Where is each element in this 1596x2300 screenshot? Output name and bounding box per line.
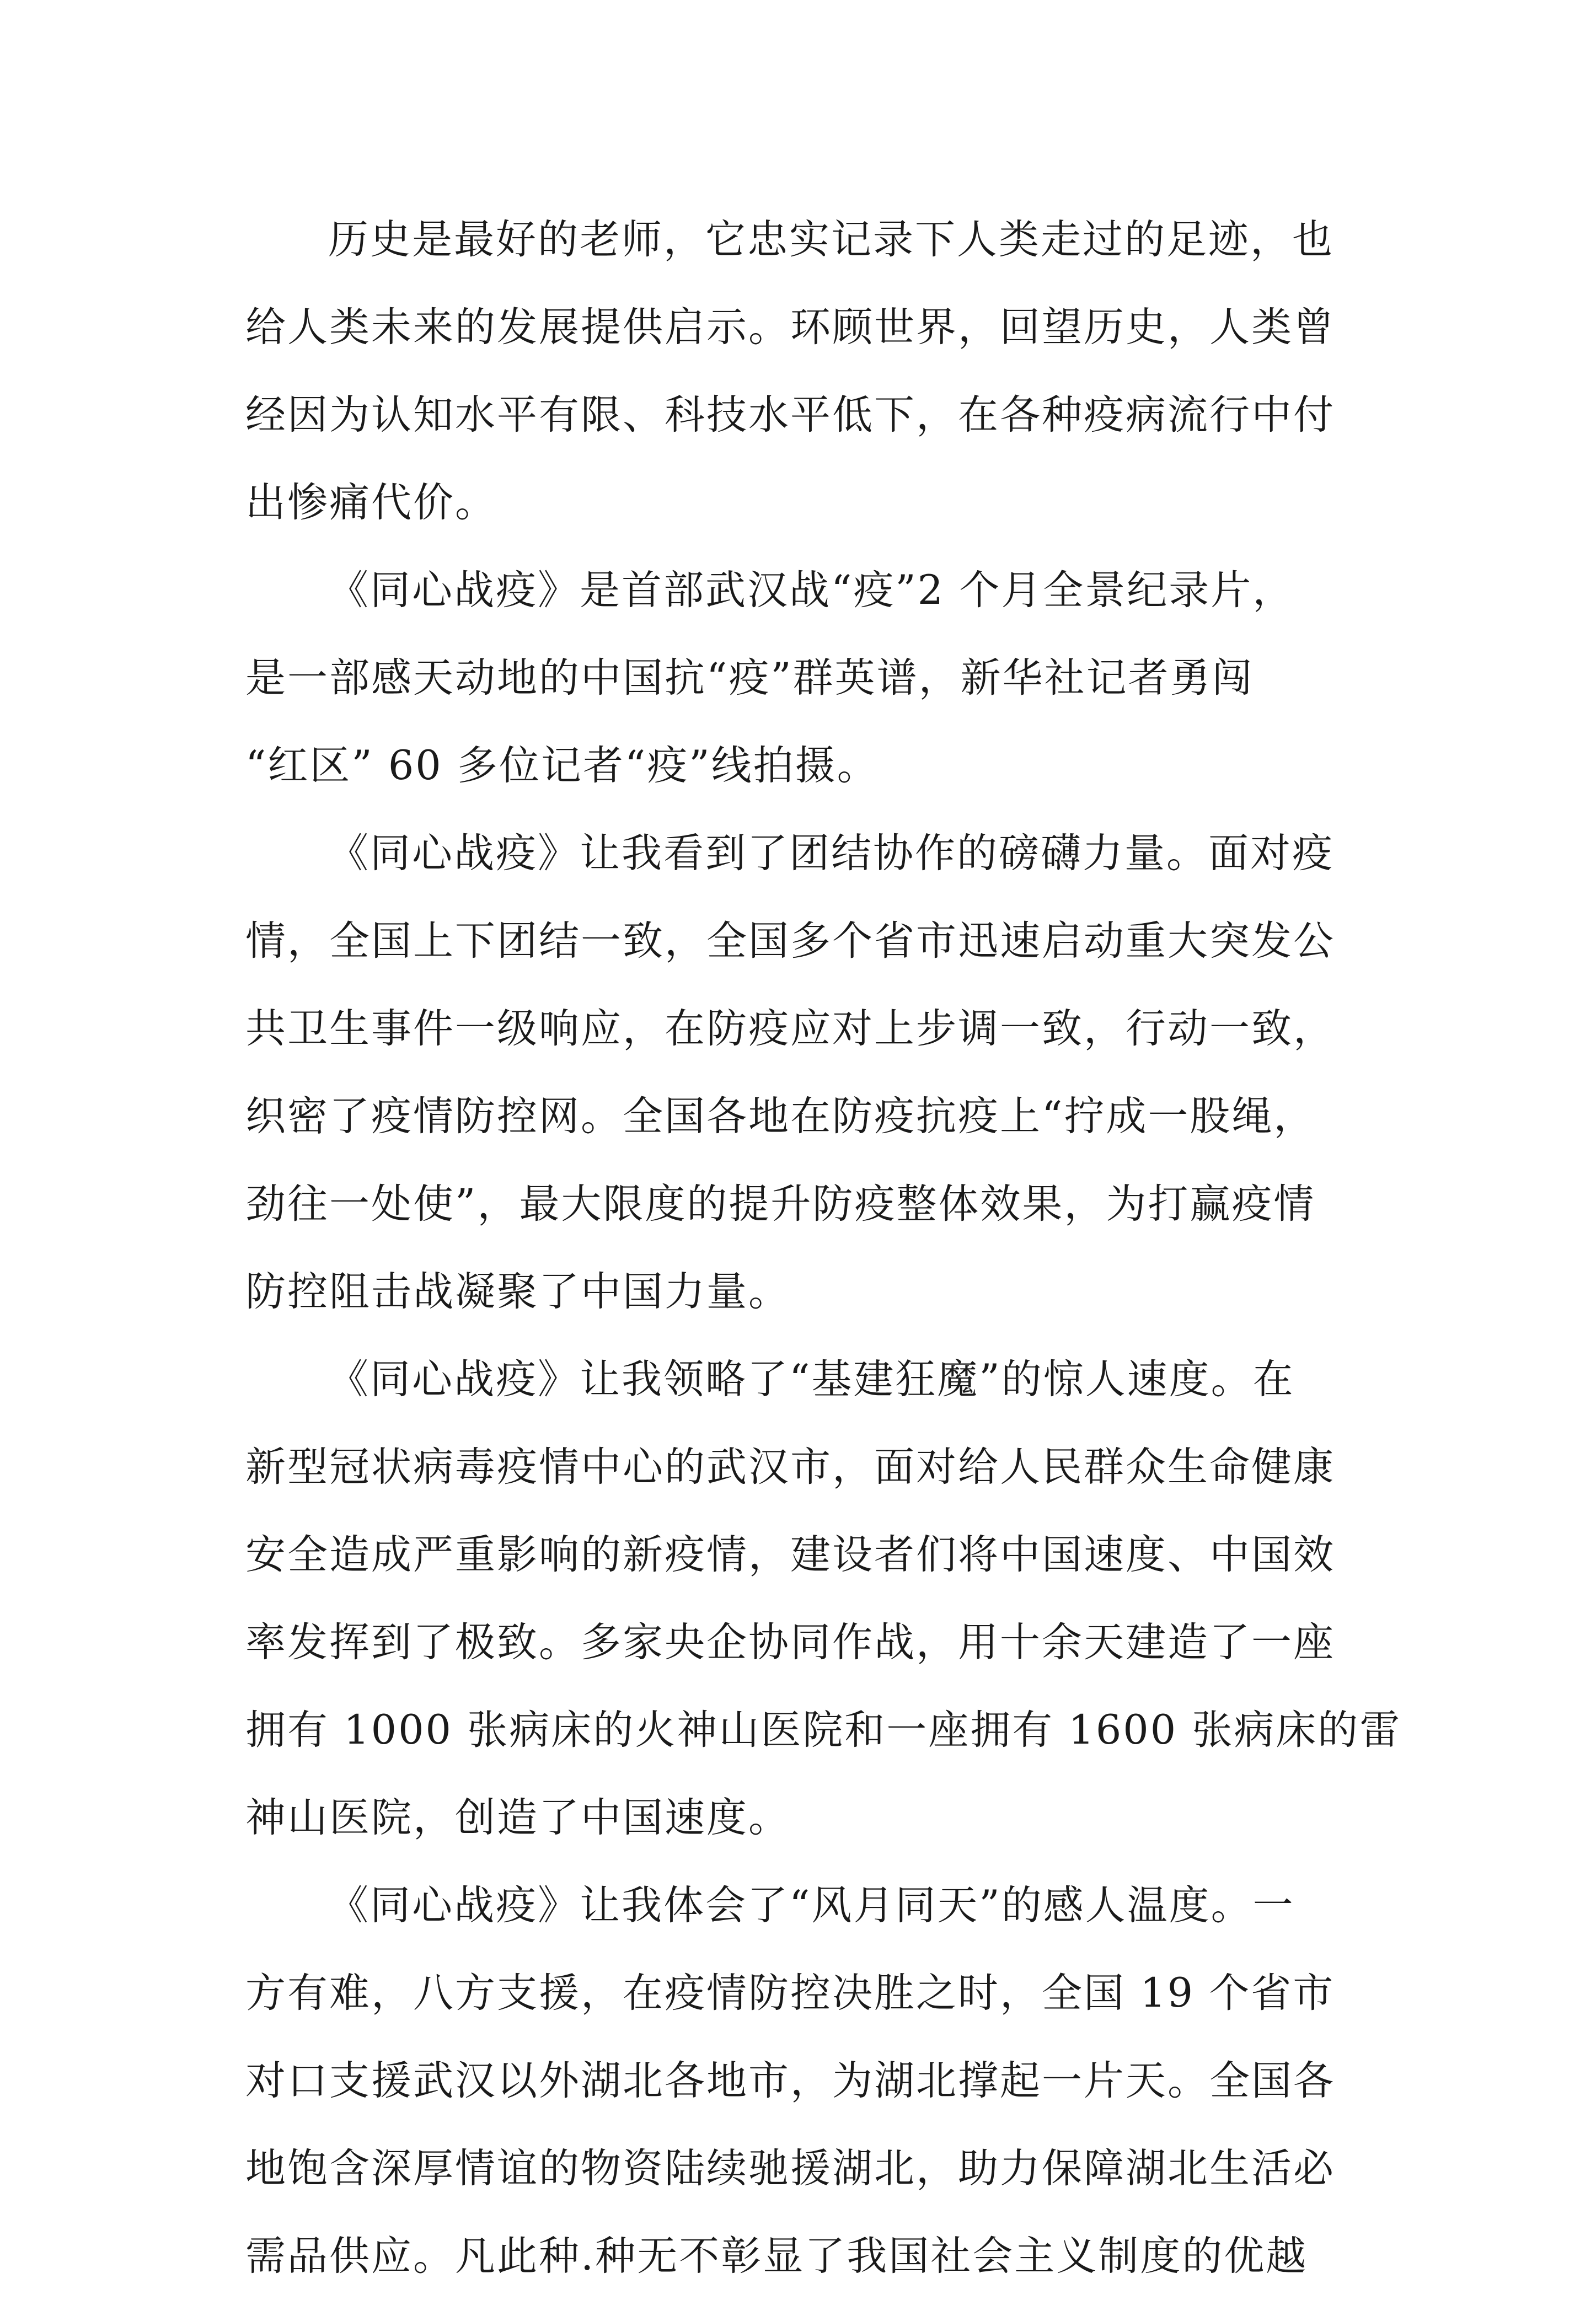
text-line: 率发挥到了极致。多家央企协同作战，用十余天建造了一座 [245, 1619, 1335, 1666]
text-line: “红区” 60 多位记者“疫”线拍摄。 [245, 742, 879, 789]
text-line: 《同心战疫》让我体会了“风月同天”的感人温度。一 [328, 1882, 1295, 1929]
text-line: 方有难，八方支援，在疫情防控决胜之时，全国 19 个省市 [245, 1970, 1335, 2017]
text-line: 共卫生事件一级响应，在防疫应对上步调一致，行动一致， [245, 1005, 1335, 1052]
text-line: 经因为认知水平有限、科技水平低下，在各种疫病流行中付 [245, 392, 1335, 438]
text-line: 新型冠状病毒疫情中心的武汉市，面对给人民群众生命健康 [245, 1444, 1335, 1491]
text-line: 安全造成严重影响的新疫情，建设者们将中国速度、中国效 [245, 1531, 1335, 1578]
text-line: 拥有 1000 张病床的火神山医院和一座拥有 1600 张病床的雷 [245, 1707, 1402, 1754]
text-line: 出惨痛代价。 [245, 479, 497, 526]
text-line: 需品供应。凡此种.种无不彰显了我国社会主义制度的优越 [245, 2233, 1308, 2280]
text-line: 对口支援武汉以外湖北各地市，为湖北撑起一片天。全国各 [245, 2057, 1335, 2104]
text-line: 防控阻击战凝聚了中国力量。 [245, 1268, 790, 1315]
text-line: 是一部感天动地的中国抗“疫”群英谱，新华社记者勇闯 [245, 655, 1254, 701]
text-line: 织密了疫情防控网。全国各地在防疫抗疫上“拧成一股绳， [245, 1093, 1316, 1140]
text-line: 情，全国上下团结一致，全国多个省市迅速启动重大突发公 [245, 918, 1335, 964]
text-line: 神山医院，创造了中国速度。 [245, 1794, 790, 1841]
text-line: 历史是最好的老师，它忠实记录下人类走过的足迹，也 [328, 216, 1334, 263]
text-line: 《同心战疫》让我看到了团结协作的磅礴力量。面对疫 [328, 830, 1334, 877]
text-line: 给人类未来的发展提供启示。环顾世界，回望历史，人类曾 [245, 304, 1335, 351]
text-line: 《同心战疫》是首部武汉战“疫”2 个月全景纪录片， [328, 567, 1295, 614]
document-body [245, 196, 1402, 2300]
text-line: 《同心战疫》让我领略了“基建狂魔”的惊人速度。在 [328, 1356, 1295, 1403]
text-line: 劲往一处使”，最大限度的提升防疫整体效果，为打赢疫情 [245, 1181, 1316, 1227]
text-line: 地饱含深厚情谊的物资陆续驰援湖北，助力保障湖北生活必 [245, 2145, 1335, 2192]
